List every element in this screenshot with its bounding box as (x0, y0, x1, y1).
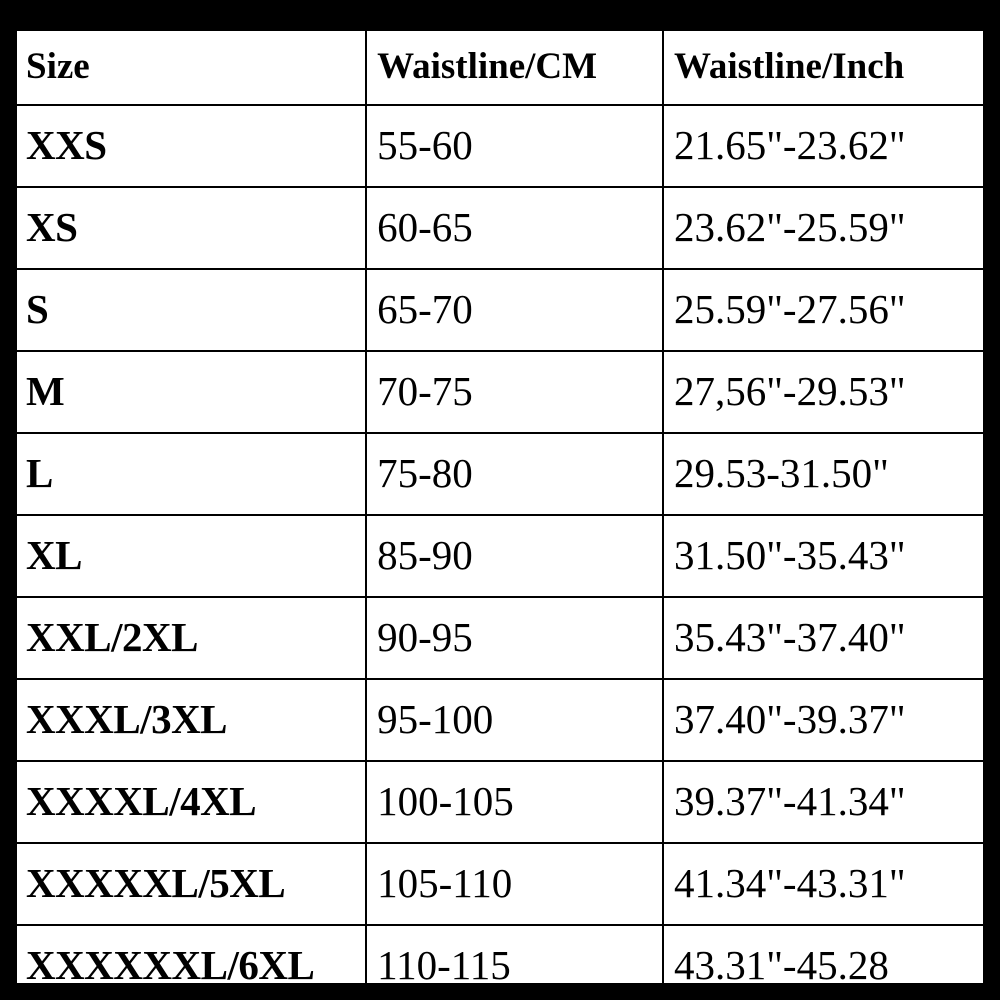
table-row (15, 351, 985, 433)
cell-waistline-inch: 31.50"-35.43" (663, 515, 985, 597)
cell-size: XXXXXL/5XL (15, 843, 366, 925)
cell-waistline-inch: 25.59"-27.56" (663, 269, 985, 351)
table-body (15, 105, 985, 986)
column-header-waistline-inch: Waistline/Inch (663, 29, 985, 105)
cell-waistline-cm: 110-115 (366, 925, 663, 986)
cell-size: XXS (15, 105, 366, 187)
table-header (15, 29, 985, 105)
table-row (15, 925, 985, 986)
cell-size: XXXXXXL/6XL (15, 925, 366, 986)
cell-size: XXXXL/4XL (15, 761, 366, 843)
size-chart-container (14, 28, 986, 986)
table-row (15, 679, 985, 761)
cell-waistline-inch: 35.43"-37.40" (663, 597, 985, 679)
cell-waistline-cm: 100-105 (366, 761, 663, 843)
cell-waistline-inch: 23.62"-25.59" (663, 187, 985, 269)
table-row (15, 269, 985, 351)
cell-waistline-cm: 70-75 (366, 351, 663, 433)
table-row (15, 597, 985, 679)
cell-waistline-cm: 55-60 (366, 105, 663, 187)
table-header-row (15, 29, 985, 105)
cell-waistline-inch: 39.37"-41.34" (663, 761, 985, 843)
table-row (15, 515, 985, 597)
table-row (15, 433, 985, 515)
cell-waistline-cm: 85-90 (366, 515, 663, 597)
cell-waistline-cm: 90-95 (366, 597, 663, 679)
cell-size: XXL/2XL (15, 597, 366, 679)
cell-waistline-cm: 95-100 (366, 679, 663, 761)
cell-waistline-inch: 27,56"-29.53" (663, 351, 985, 433)
cell-size: M (15, 351, 366, 433)
table-row (15, 843, 985, 925)
cell-waistline-inch: 29.53-31.50" (663, 433, 985, 515)
cell-size: L (15, 433, 366, 515)
cell-waistline-cm: 60-65 (366, 187, 663, 269)
cell-waistline-inch: 43.31"-45.28 (663, 925, 985, 986)
cell-size: XXXL/3XL (15, 679, 366, 761)
table-row (15, 105, 985, 187)
cell-size: XL (15, 515, 366, 597)
size-chart-table (14, 28, 986, 986)
cell-size: XS (15, 187, 366, 269)
cell-waistline-inch: 41.34"-43.31" (663, 843, 985, 925)
column-header-waistline-cm: Waistline/CM (366, 29, 663, 105)
cell-waistline-inch: 21.65"-23.62" (663, 105, 985, 187)
table-row (15, 761, 985, 843)
cell-waistline-cm: 105-110 (366, 843, 663, 925)
table-row (15, 187, 985, 269)
cell-waistline-cm: 65-70 (366, 269, 663, 351)
column-header-size: Size (15, 29, 366, 105)
cell-waistline-cm: 75-80 (366, 433, 663, 515)
cell-waistline-inch: 37.40"-39.37" (663, 679, 985, 761)
cell-size: S (15, 269, 366, 351)
